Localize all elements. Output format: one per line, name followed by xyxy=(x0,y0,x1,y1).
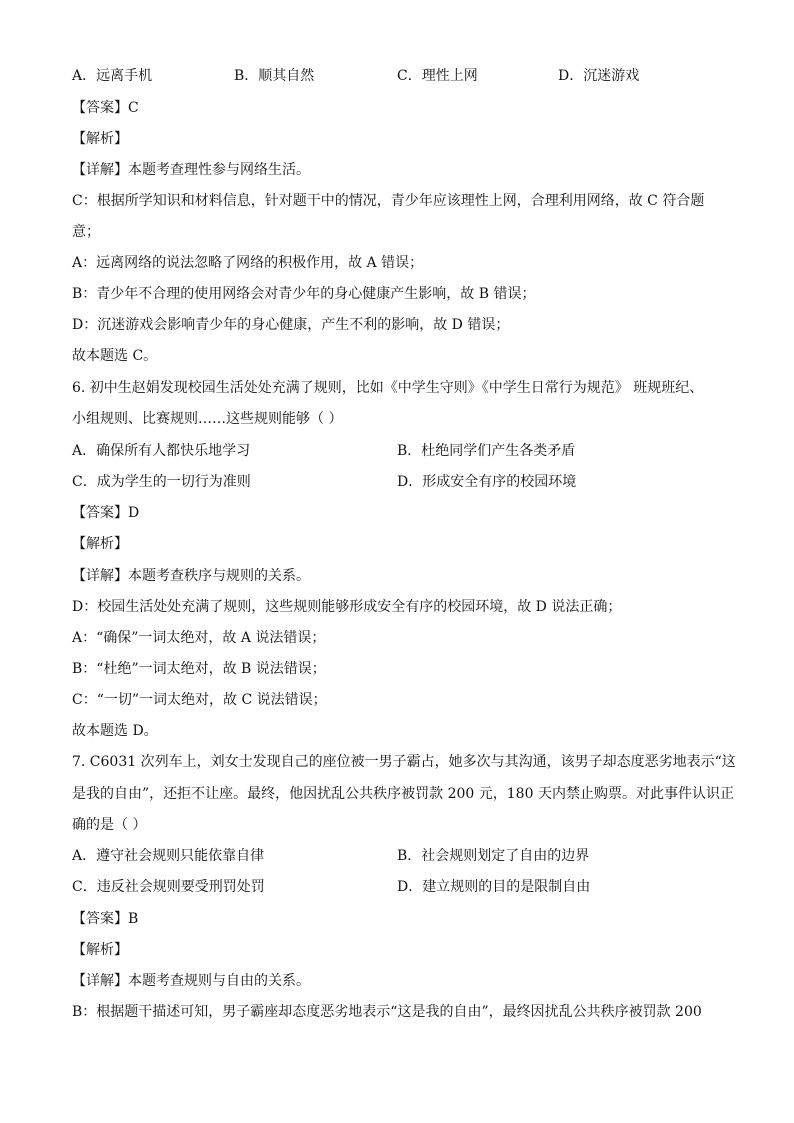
q5-analysis-heading: 【解析】 xyxy=(72,131,128,147)
q6-explanation-line: D：校园生活处处充满了规则，这些规则能够形成安全有序的校园环境，故 D 说法正确； xyxy=(72,599,622,615)
q6-option-b: B．杜绝同学们产生各类矛盾 xyxy=(397,443,576,459)
q6-stem-line: 小组规则、比赛规则……这些规则能够（ ） xyxy=(72,411,343,427)
q6-explanation-line: B：“杜绝”一词太绝对，故 B 说法错误； xyxy=(72,661,326,677)
q7-stem-line: 是我的自由”，还拒不让座。最终，他因扰乱公共秩序被罚款 200 元，180 天内禁止购票。对此事件认识正 xyxy=(72,786,734,802)
q5-option-d: D．沉迷游戏 xyxy=(558,68,640,84)
q5-option-b: B．顺其自然 xyxy=(234,68,315,84)
q6-explanation-line: C：“一切”一词太绝对，故 C 说法错误； xyxy=(72,692,327,708)
q7-option-a: A．遵守社会规则只能依靠自律 xyxy=(72,848,265,864)
q6-answer: 【答案】D xyxy=(72,505,140,521)
q6-option-c: C．成为学生的一切行为准则 xyxy=(72,474,251,490)
q5-answer: 【答案】C xyxy=(72,100,139,116)
q7-stem-line: 确的是（ ） xyxy=(72,817,147,833)
q6-option-a: A．确保所有人都快乐地学习 xyxy=(72,443,251,459)
q5-explanation-line: D：沉迷游戏会影响青少年的身心健康，产生不利的影响，故 D 错误； xyxy=(72,317,510,333)
q7-analysis-heading: 【解析】 xyxy=(72,942,128,958)
q5-explanation-line: A：远离网络的说法忽略了网络的积极作用，故 A 错误； xyxy=(72,255,424,271)
q6-explanation-line: A：“确保”一词太绝对，故 A 说法错误； xyxy=(72,630,326,646)
q6-option-d: D．形成安全有序的校园环境 xyxy=(397,474,577,490)
q7-option-b: B．社会规则划定了自由的边界 xyxy=(397,848,590,864)
q6-conclusion: 故本题选 D。 xyxy=(72,723,158,739)
q5-explanation-line: C：根据所学知识和材料信息，针对题干中的情况，青少年应该理性上网，合理利用网络，故 C 符合题 xyxy=(72,193,705,209)
q7-detail: 【详解】本题考查规则与自由的关系。 xyxy=(72,973,310,989)
q5-conclusion: 故本题选 C。 xyxy=(72,348,158,364)
q6-stem-line: 6. 初中生赵娟发现校园生活处处充满了规则，比如《中学生守则》《中学生日常行为规范》 班规班纪、 xyxy=(72,380,704,396)
q7-answer: 【答案】B xyxy=(72,911,139,927)
q5-explanation-line: 意； xyxy=(72,224,100,240)
q6-analysis-heading: 【解析】 xyxy=(72,536,128,552)
q5-explanation-line: B：青少年不合理的使用网络会对青少年的身心健康产生影响，故 B 错误； xyxy=(72,286,536,302)
q5-option-c: C．理性上网 xyxy=(397,68,478,84)
q6-detail: 【详解】本题考查秩序与规则的关系。 xyxy=(72,568,310,584)
q7-stem-line: 7. C6031 次列车上，刘女士发现自己的座位被一男子霸占，她多次与其沟通，该男子却态度恶劣地表示“这 xyxy=(72,754,736,770)
q7-explanation-line: B：根据题干描述可知，男子霸座却态度恶劣地表示“这是我的自由”，最终因扰乱公共秩序被罚款 200 xyxy=(72,1004,702,1020)
q5-option-a: A．远离手机 xyxy=(72,68,153,84)
q5-detail: 【详解】本题考查理性参与网络生活。 xyxy=(72,162,310,178)
q7-option-c: C．违反社会规则要受刑罚处罚 xyxy=(72,879,265,895)
q7-option-d: D．建立规则的目的是限制自由 xyxy=(397,879,591,895)
